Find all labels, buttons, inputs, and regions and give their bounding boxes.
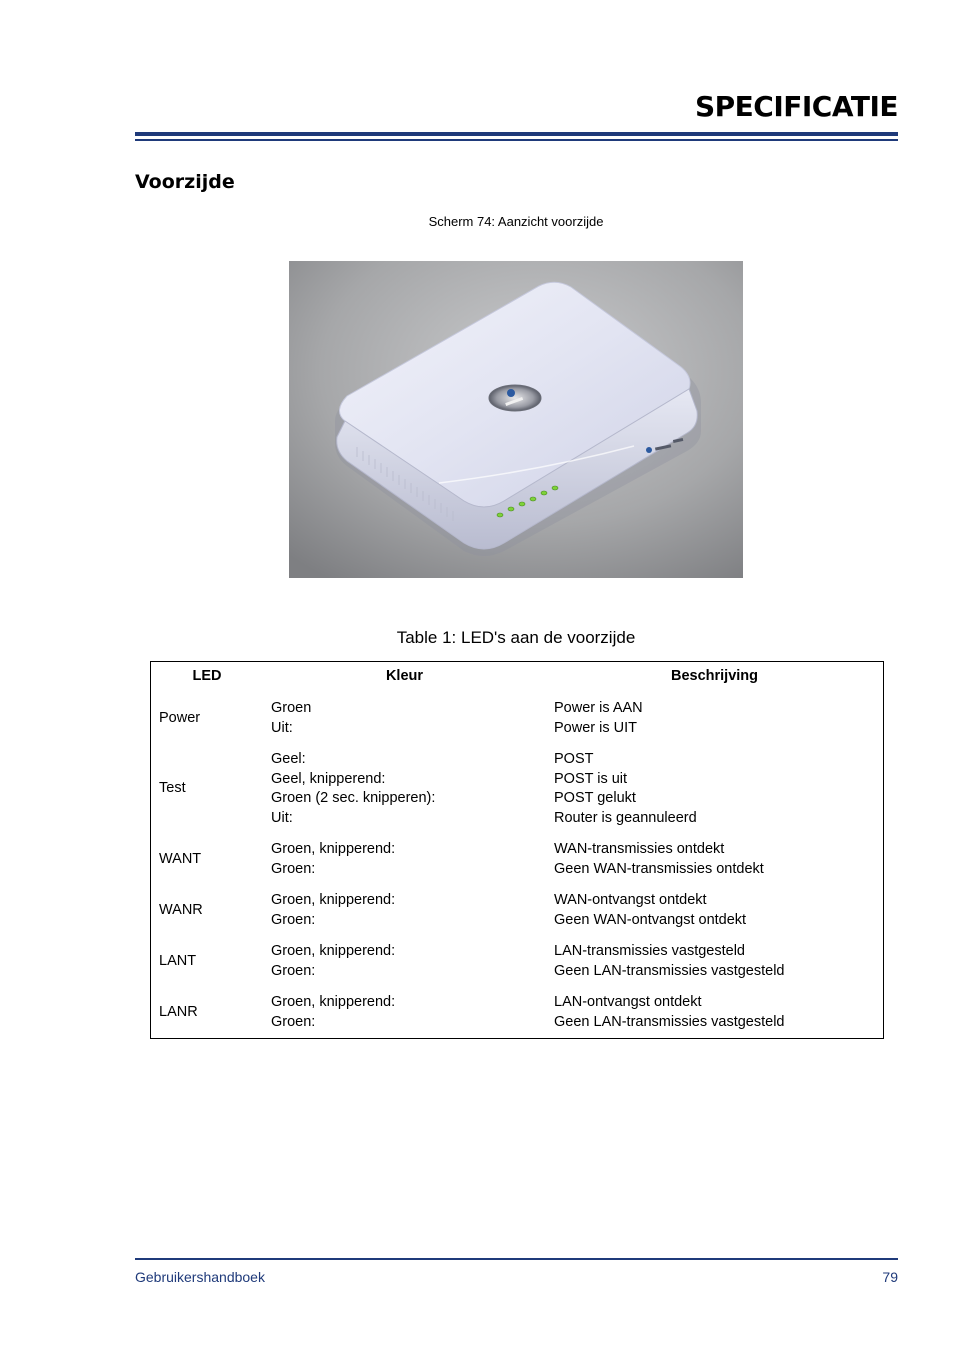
led-description: LAN-ontvangst ontdekt Geen LAN-transmissies vastgesteld bbox=[554, 994, 785, 1030]
led-color: Geel: Geel, knipperend: Groen (2 sec. knipperen): Uit: bbox=[271, 751, 436, 826]
table-row bbox=[151, 936, 884, 987]
led-name: Test bbox=[159, 780, 186, 797]
led-color: Groen, knipperend: Groen: bbox=[271, 841, 396, 877]
led-name: LANR bbox=[159, 1003, 198, 1020]
led-color: Groen, knipperend: Groen: bbox=[271, 892, 396, 928]
led-name: Power bbox=[159, 709, 201, 726]
figure-caption: Scherm 74: Aanzicht voorzijde bbox=[428, 214, 604, 229]
table-caption: Table 1: LED's aan de voorzijde bbox=[396, 628, 636, 647]
page-title: SPECIFICATIE bbox=[694, 90, 898, 123]
led-color: Groen Uit: bbox=[271, 700, 312, 736]
led-name: LANT bbox=[159, 952, 197, 969]
header-rule-thin bbox=[135, 139, 898, 141]
led-color: Groen, knipperend: Groen: bbox=[271, 943, 396, 979]
table-row bbox=[151, 885, 884, 936]
router-photo bbox=[289, 261, 743, 578]
led-name: WANR bbox=[159, 901, 203, 918]
table-row bbox=[151, 987, 884, 1039]
header-rule-thick bbox=[135, 132, 898, 136]
led-description: WAN-ontvangst ontdekt Geen WAN-ontvangst ontdekt bbox=[554, 892, 747, 928]
footer-title: Gebruikershandboek bbox=[135, 1269, 265, 1285]
page-number: 79 bbox=[882, 1269, 898, 1285]
footer-rule bbox=[135, 1258, 898, 1260]
section-heading: Voorzijde bbox=[135, 171, 235, 193]
led-name: WANT bbox=[159, 850, 202, 867]
header-beschrijving: Beschrijving bbox=[670, 668, 759, 684]
header-kleur: Kleur bbox=[385, 668, 424, 684]
table-row bbox=[151, 834, 884, 885]
table-row bbox=[151, 693, 884, 744]
led-color: Groen, knipperend: Groen: bbox=[271, 994, 396, 1030]
led-table bbox=[150, 661, 884, 1039]
led-description: LAN-transmissies vastgesteld Geen LAN-transmissies vastgesteld bbox=[554, 943, 785, 979]
led-description: WAN-transmissies ontdekt Geen WAN-transmissies ontdekt bbox=[554, 841, 764, 877]
header-led: LED bbox=[192, 668, 222, 684]
led-description: Power is AAN Power is UIT bbox=[554, 700, 643, 736]
table-header-row bbox=[151, 662, 884, 694]
table-row bbox=[151, 744, 884, 834]
led-description: POST POST is uit POST gelukt Router is geannuleerd bbox=[554, 751, 697, 826]
